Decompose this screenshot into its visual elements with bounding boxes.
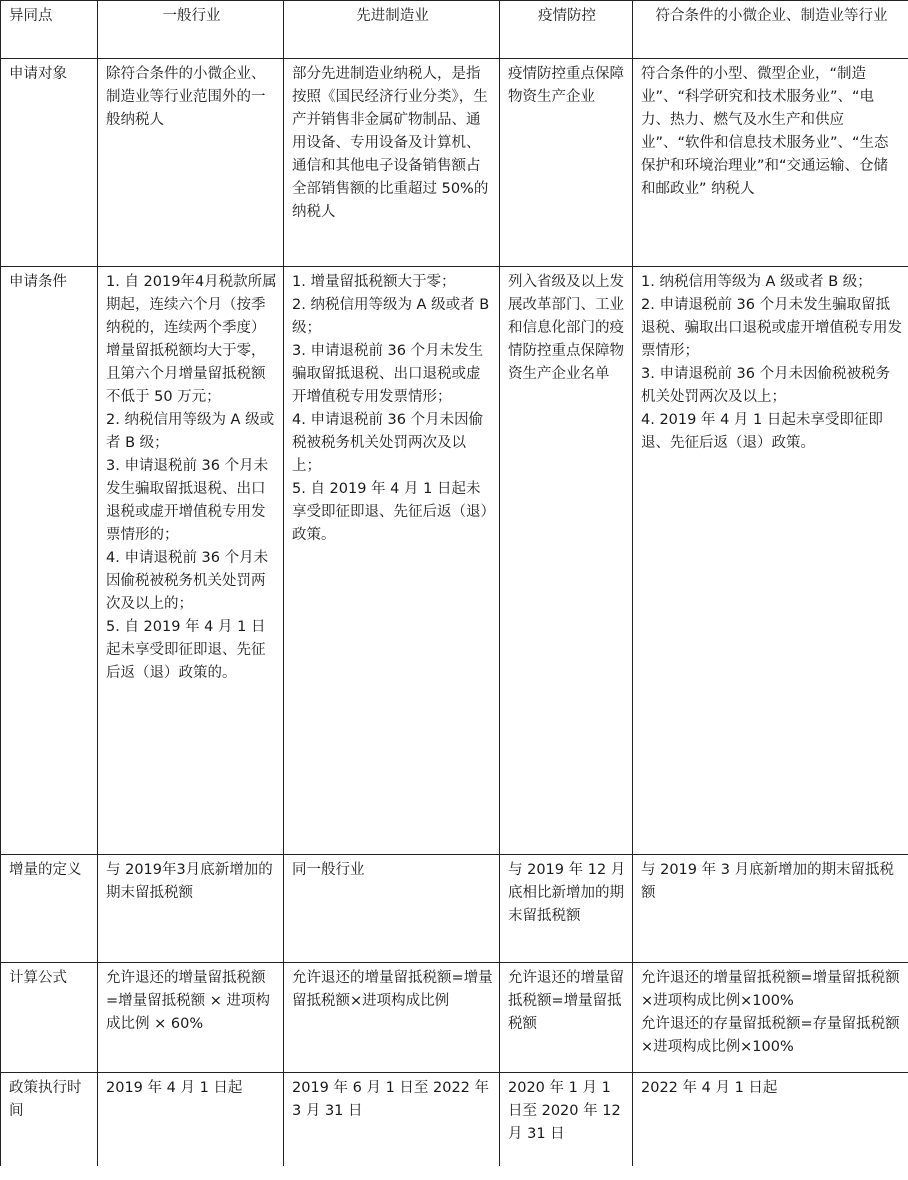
row-label: 政策执行时间: [1, 1073, 98, 1167]
row-label: 申请条件: [1, 267, 98, 855]
table-row-formula: [1, 963, 908, 1073]
table-row-conditions: [1, 267, 908, 855]
cell-general: 1. 自 2019年4月税款所属期起，连续六个月（按季纳税的，连续两个季度）增量留抵税额均大于零，且第六个月增量留抵税额不低于 50 万元； 2. 纳税信用等级为 A 级或者 B 级； 3. 申请退税前 36 个月未发生骗取留抵退税、出口退税或虚开增值税专用发票情形的； 4. 申请退税前 36 个月未因偷税被税务机关处罚两次及以上的； 5. 自 2019 年 4 月 1 日起未享受即征即退、先征后返（退）政策的。: [98, 267, 284, 855]
cell-advanced: 部分先进制造业纳税人，是指按照《国民经济行业分类》，生产并销售非金属矿物制品、通用设备、专用设备及计算机、通信和其他电子设备销售额占全部销售额的比重超过 50%的纳税人: [284, 59, 500, 267]
cell-epidemic: 与 2019 年 12 月底相比新增加的期末留抵税额: [500, 855, 633, 963]
cell-advanced: 1. 增量留抵税额大于零； 2. 纳税信用等级为 A 级或者 B 级； 3. 申请退税前 36 个月未发生骗取留抵退税、出口退税或虚开增值税专用发票情形； 4. 申请退税前 36 个月未因偷税被税务机关处罚两次及以上； 5. 自 2019 年 4 月 1 日起未享受即征即退、先征后返（退）政策。: [284, 267, 500, 855]
row-label: 增量的定义: [1, 855, 98, 963]
table-row-effective-time: [1, 1073, 908, 1167]
cell-epidemic: 2020 年 1 月 1 日至 2020 年 12 月 31 日: [500, 1073, 633, 1167]
cell-epidemic: 列入省级及以上发展改革部门、工业和信息化部门的疫情防控重点保障物资生产企业名单: [500, 267, 633, 855]
cell-epidemic: 疫情防控重点保障物资生产企业: [500, 59, 633, 267]
cell-advanced: 同一般行业: [284, 855, 500, 963]
header-epidemic-control: 疫情防控: [500, 1, 633, 59]
cell-epidemic: 允许退还的增量留抵税额=增量留抵税额: [500, 963, 633, 1073]
header-diff-points: 异同点: [1, 1, 98, 59]
cell-small-micro: 与 2019 年 3 月底新增加的期末留抵税额: [633, 855, 908, 963]
cell-small-micro: 1. 纳税信用等级为 A 级或者 B 级； 2. 申请退税前 36 个月未发生骗取留抵退税、骗取出口退税或虚开增值税专用发票情形； 3. 申请退税前 36 个月未因偷税被税务机关处罚两次及以上； 4. 2019 年 4 月 1 日起未享受即征即退、先征后返（退）政策。: [633, 267, 908, 855]
cell-general: 除符合条件的小微企业、制造业等行业范围外的一般纳税人: [98, 59, 284, 267]
cell-general: 允许退还的增量留抵税额=增量留抵税额 × 进项构成比例 × 60%: [98, 963, 284, 1073]
table-row-increment-definition: [1, 855, 908, 963]
cell-advanced: 允许退还的增量留抵税额=增量留抵税额×进项构成比例: [284, 963, 500, 1073]
cell-general: 与 2019年3月底新增加的期末留抵税额: [98, 855, 284, 963]
cell-small-micro: 2022 年 4 月 1 日起: [633, 1073, 908, 1167]
header-general-industry: 一般行业: [98, 1, 284, 59]
table-row-applicant: [1, 59, 908, 267]
header-advanced-manufacturing: 先进制造业: [284, 1, 500, 59]
cell-advanced: 2019 年 6 月 1 日至 2022 年 3 月 31 日: [284, 1073, 500, 1167]
cell-small-micro: 允许退还的增量留抵税额=增量留抵税额×进项构成比例×100% 允许退还的存量留抵税额=存量留抵税额×进项构成比例×100%: [633, 963, 908, 1073]
header-row: [1, 1, 908, 59]
cell-small-micro: 符合条件的小型、微型企业，“制造业”、“科学研究和技术服务业”、“电力、热力、燃气及水生产和供应业”、“软件和信息技术服务业”、“生态保护和环境治理业”和“交通运输、仓储和邮政业” 纳税人: [633, 59, 908, 267]
cell-general: 2019 年 4 月 1 日起: [98, 1073, 284, 1167]
row-label: 申请对象: [1, 59, 98, 267]
header-small-micro-manufacturing: 符合条件的小微企业、制造业等行业: [633, 1, 908, 59]
row-label: 计算公式: [1, 963, 98, 1073]
